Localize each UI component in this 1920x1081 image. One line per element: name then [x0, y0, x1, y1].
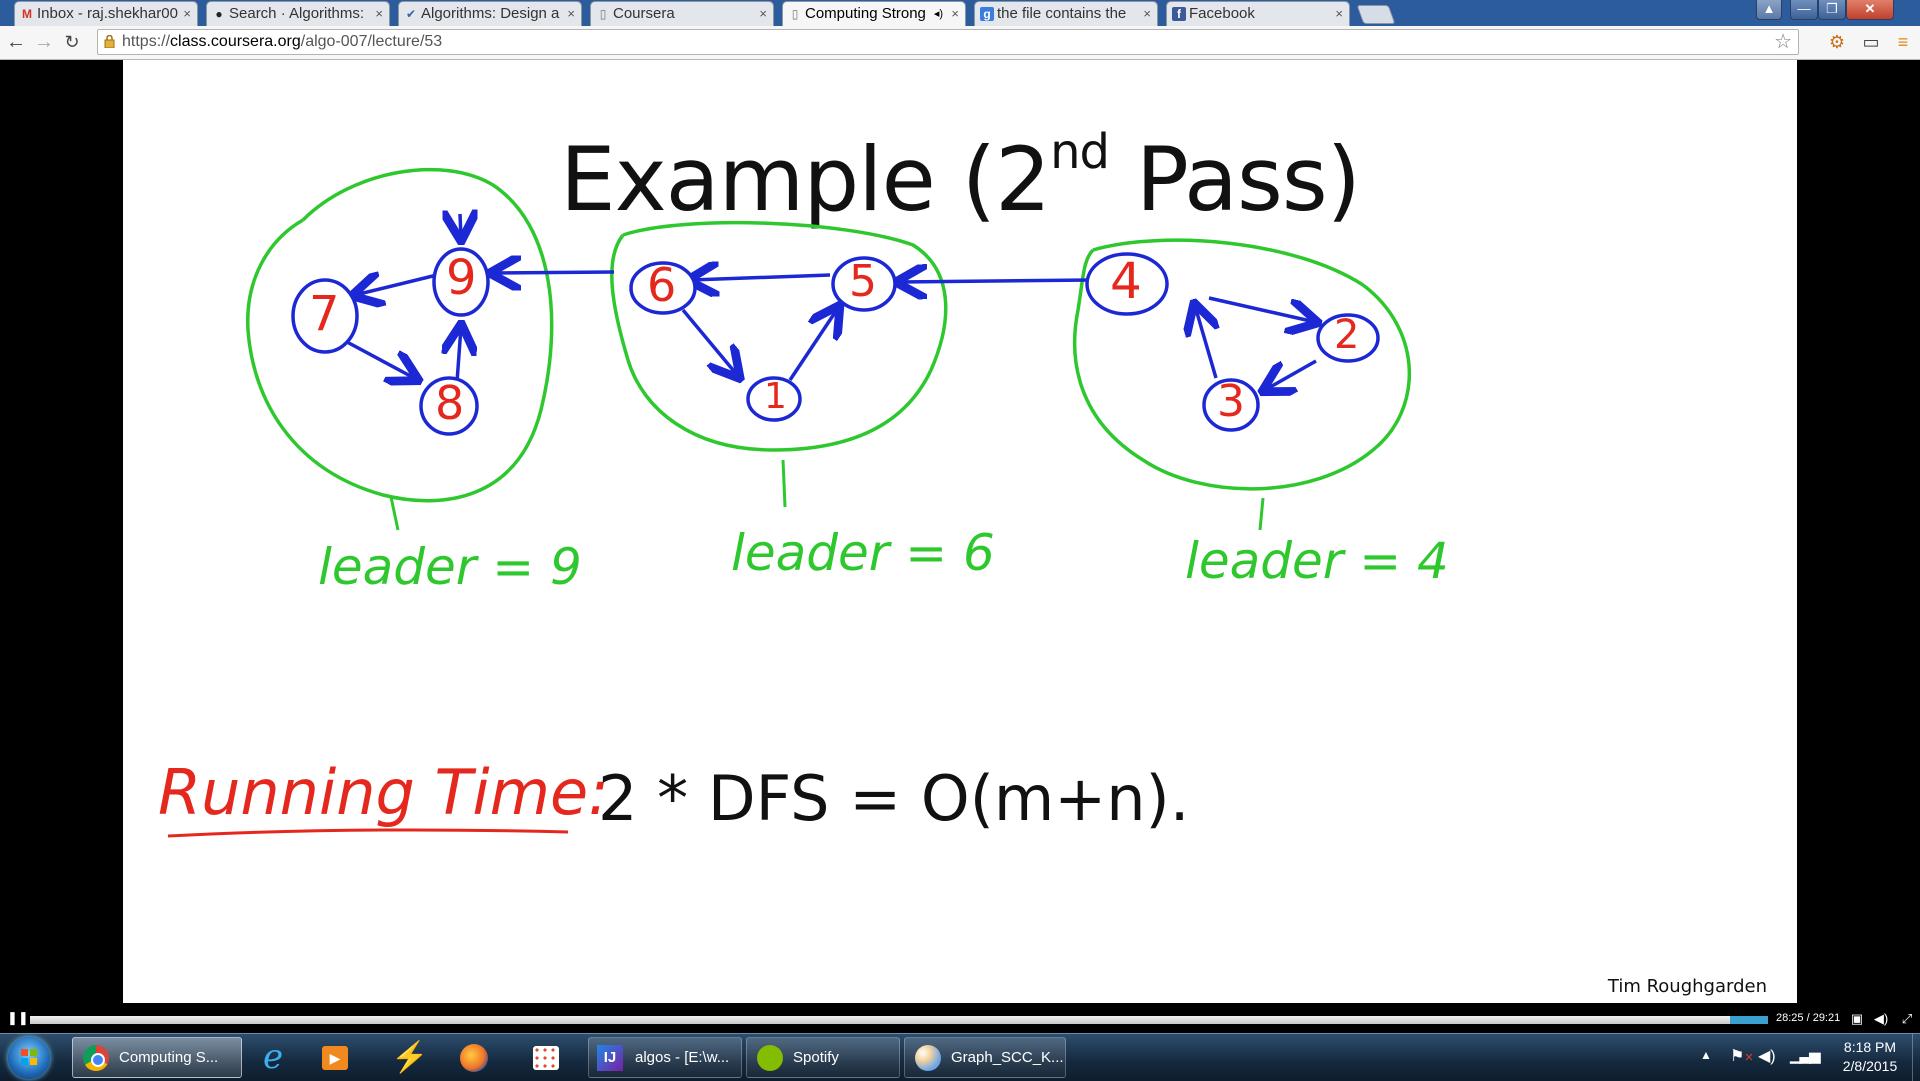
- pause-button[interactable]: ❚❚: [7, 1010, 29, 1025]
- captions-icon[interactable]: ▣: [1850, 1011, 1864, 1026]
- tab-github-search[interactable]: ● Search · Algorithms: ×: [206, 1, 390, 26]
- intellij-icon: IJ: [597, 1045, 623, 1071]
- extension-icon[interactable]: ⚙: [1828, 32, 1846, 52]
- taskbar-apps[interactable]: [518, 1037, 574, 1078]
- url-text: https://class.coursera.org/algo-007/lecture/53: [122, 33, 443, 50]
- volume-icon[interactable]: ◀): [1873, 1011, 1889, 1026]
- taskbar-winamp[interactable]: [376, 1037, 432, 1078]
- close-tab-icon[interactable]: ×: [375, 6, 383, 21]
- taskbar-chrome[interactable]: Computing S...: [72, 1037, 242, 1078]
- github-icon: ●: [215, 7, 223, 21]
- menu-icon[interactable]: ≡: [1897, 32, 1909, 52]
- node-label-3: 3: [1217, 376, 1245, 427]
- video-player[interactable]: [0, 60, 1920, 1012]
- volume-tray-icon[interactable]: ◀): [1758, 1048, 1776, 1065]
- close-window-button[interactable]: ✕: [1846, 0, 1894, 20]
- progress-fill: [30, 1016, 1730, 1024]
- google-icon: g: [980, 7, 994, 21]
- facebook-icon: f: [1172, 7, 1186, 21]
- media-player-icon: ▶: [322, 1046, 348, 1070]
- clock-date: 2/8/2015: [1842, 1058, 1898, 1074]
- close-tab-icon[interactable]: ×: [951, 6, 959, 21]
- network-icon[interactable]: ▁▃▅: [1790, 1047, 1819, 1064]
- running-time-expression: 2 * DFS = O(m+n).: [598, 762, 1190, 835]
- windows-logo-icon: [21, 1049, 37, 1065]
- page-icon: ▯: [599, 7, 607, 21]
- node-label-2: 2: [1334, 312, 1360, 358]
- address-bar[interactable]: [97, 29, 1799, 55]
- node-label-6: 6: [647, 258, 677, 312]
- node-label-9: 9: [446, 250, 477, 306]
- slide-credit: Tim Roughgarden: [1607, 976, 1767, 997]
- minimize-button[interactable]: —: [1790, 0, 1818, 20]
- node-label-1: 1: [764, 376, 787, 417]
- show-hidden-icons-button[interactable]: ▲: [1700, 1048, 1712, 1062]
- node-label-7: 7: [309, 286, 340, 342]
- close-tab-icon[interactable]: ×: [759, 6, 767, 21]
- taskbar-intellij[interactable]: IJ algos - [E:\w...: [588, 1037, 742, 1078]
- taskbar-paint[interactable]: Graph_SCC_K...: [904, 1037, 1066, 1078]
- progress-buffer: [1730, 1016, 1768, 1024]
- reload-button[interactable]: ↻: [64, 32, 80, 52]
- system-clock[interactable]: [1826, 1038, 1914, 1076]
- leader-label-9: leader = 9: [318, 538, 582, 596]
- profile-button[interactable]: ▲: [1756, 0, 1782, 20]
- component-circle-9: [248, 170, 552, 501]
- bookmark-star-icon[interactable]: ☆: [1774, 31, 1792, 53]
- close-tab-icon[interactable]: ×: [1143, 6, 1151, 21]
- paint-icon: [915, 1045, 941, 1071]
- tab-facebook[interactable]: f Facebook ×: [1166, 1, 1350, 26]
- taskbar-spotify[interactable]: Spotify: [746, 1037, 900, 1078]
- progress-bar[interactable]: [30, 1016, 1768, 1024]
- show-desktop-button[interactable]: [1912, 1034, 1920, 1081]
- winamp-icon: ⚡: [391, 1041, 429, 1074]
- forward-button[interactable]: →: [34, 31, 54, 53]
- action-center-icon[interactable]: ⚑✕: [1730, 1048, 1754, 1065]
- back-button[interactable]: ←: [6, 31, 26, 53]
- tab-computing-strong[interactable]: ▯ Computing Strong ◂) ×: [782, 1, 966, 26]
- close-tab-icon[interactable]: ×: [567, 6, 575, 21]
- page-icon: ▯: [791, 7, 799, 21]
- coursera-icon: ✔: [405, 7, 417, 21]
- close-tab-icon[interactable]: ×: [183, 6, 191, 21]
- leader-ticks: [391, 460, 1263, 530]
- taskbar-ie[interactable]: [248, 1037, 304, 1078]
- tab-coursera[interactable]: ▯ Coursera ×: [590, 1, 774, 26]
- tab-strip: [0, 0, 1920, 26]
- start-button[interactable]: [8, 1037, 50, 1079]
- slide-title: Example (2nd Pass): [559, 124, 1360, 231]
- close-tab-icon[interactable]: ×: [1335, 6, 1343, 21]
- lock-icon: [104, 35, 115, 48]
- running-time-underline: [163, 818, 583, 848]
- tab-google-search[interactable]: g the file contains the ×: [974, 1, 1158, 26]
- player-controls: [0, 1007, 1920, 1033]
- node-label-4: 4: [1110, 252, 1142, 310]
- node-label-5: 5: [849, 256, 877, 307]
- taskbar-media-player[interactable]: [306, 1037, 362, 1078]
- time-display: 28:25 / 29:21: [1776, 1012, 1841, 1024]
- scc-component-circles: [248, 170, 1410, 501]
- taskbar-firefox[interactable]: [446, 1037, 502, 1078]
- speaker-icon: ◂): [933, 8, 943, 20]
- spotify-icon: [757, 1045, 783, 1071]
- clock-time: 8:18 PM: [1843, 1039, 1897, 1055]
- maximize-button[interactable]: ❐: [1818, 0, 1846, 20]
- tab-algorithms-design[interactable]: ✔ Algorithms: Design a ×: [398, 1, 582, 26]
- new-tab-button[interactable]: [1357, 5, 1396, 24]
- apps-grid-icon: [533, 1046, 559, 1070]
- ie-icon: e: [263, 1037, 284, 1077]
- windows-taskbar: [0, 1033, 1920, 1081]
- lecture-slide: [123, 60, 1797, 1003]
- firefox-icon: [460, 1044, 488, 1072]
- tab-inbox[interactable]: M Inbox - raj.shekhar00 ×: [14, 1, 198, 26]
- leader-label-6: leader = 6: [731, 524, 995, 582]
- cast-icon[interactable]: ▭: [1862, 32, 1880, 52]
- fullscreen-icon[interactable]: ⤢: [1901, 1011, 1913, 1026]
- browser-toolbar: [0, 26, 1920, 60]
- running-time-label: Running Time:: [158, 756, 610, 829]
- gmail-icon: M: [22, 7, 32, 21]
- leader-label-4: leader = 4: [1185, 532, 1449, 590]
- node-label-8: 8: [435, 376, 465, 430]
